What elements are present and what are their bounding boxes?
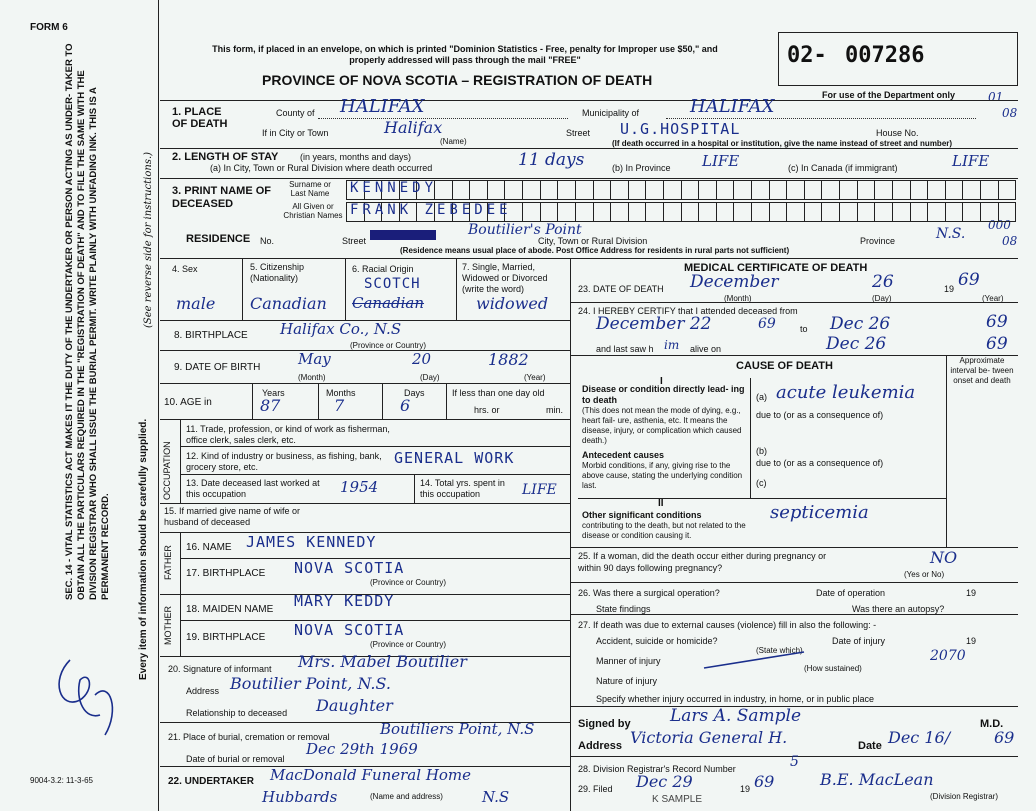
dept-code-c: 000 [988,218,1011,232]
signed-value: Lars A. Sample [670,706,802,726]
rule [160,503,570,504]
city-value: Halifax [384,118,443,137]
citizenship-value: Canadian [250,294,327,313]
statute-text: SEC. 14 - VITAL STATISTICS ACT MAKES IT THE DUTY OF THE UNDERTAKER OR PERSON ACTING AS UNDER- TAKER TO OBTAIN ALL THE PARTICULARS REQUIRED IN THE "REGISTRATION OF DEATH" AND TO FILE THE SAME WITH THE DIVISION REGISTRAR WHO SHALL ISSUE THE BURIAL PERMIT. WRITE PLAINLY WITH UNFADING INK. THIS IS A PERMANENT RECORD. [64,43,111,600]
mother-name-label: 18. MAIDEN NAME [186,604,274,615]
certify-to-value: Dec 26 [830,314,891,334]
pregnancy-label: 25. If a woman, did the death occur either during pregnancy or within 90 days following pregnancy? [578,551,827,573]
lt-day-label: If less than one day old [452,388,545,398]
state-findings-label: State findings [596,604,651,614]
rule [446,383,447,419]
other-label: Other significant conditions [582,510,702,520]
surgery-label: 26. Was there a surgical operation? [578,588,720,598]
certify-from-value: December 22 [596,314,712,334]
residence-city-label: City, Town or Rural Division [538,236,648,246]
dob-month-value: May [298,350,331,368]
municipality-value: HALIFAX [690,96,775,117]
stay-a-value: 11 days [518,150,585,170]
mail-notice: This form, if placed in an envelope, on which is printed "Dominion Statistics - Free, penalty for Improper use $50," and properly addressed will pass through the mail "FREE" [212,44,718,65]
county-value: HALIFAX [340,96,425,117]
dod-day-value: 26 [872,272,894,292]
dob-year-caption: (Year) [524,373,546,382]
informant-address-value: Boutilier Point, N.S. [230,674,391,693]
undertaker-town-value: Hubbards [262,788,338,806]
name-caption: (Name) [440,137,467,146]
surname-value: KENNEDY [350,180,438,196]
stay-sub: (in years, months and days) [300,152,412,162]
industry-label: 12. Kind of industry or business, as fishing, bank, grocery store, etc. [186,451,382,472]
informant-address-label: Address [186,686,220,696]
injury-date-label: Date of injury [832,636,886,646]
instructions-note: (See reverse side for instructions.) [143,151,154,328]
where-label: Specify whether injury occurred in industry, in home, or in public place [596,694,874,704]
name-label: 3. PRINT NAME OF DECEASED [172,185,272,210]
direct-note: (This does not mean the mode of dying, e.g., heart fail- ure, asthenia, etc. It means the disease, injury, or complication which caused death.) [582,406,742,445]
interval-label: Approximate interval be- tween onset and death [950,356,1014,385]
cause-heading: CAUSE OF DEATH [736,360,833,372]
residence-province-label: Province [860,236,896,246]
autopsy-label: Was there an autopsy? [852,604,945,614]
mother-birthplace-label: 19. BIRTHPLACE [186,632,266,643]
registration-number-box [778,32,1018,86]
age-months-value: 7 [334,396,345,415]
rule [180,446,570,447]
rule [570,614,1018,615]
dod-label: 23. DATE OF DEATH [578,284,664,294]
mother-caption: (Province or Country) [370,640,447,649]
total-yrs-value: LIFE [522,482,557,498]
date-label: Date [858,740,882,752]
nature-label: Nature of injury [596,676,658,686]
hrs-label: hrs. or [474,405,500,415]
mother-side-label: MOTHER [163,606,173,645]
stay-c-value: LIFE [952,152,990,170]
spouse-label: 15. If married give name of wife or husband of deceased [164,506,301,527]
alive-label: alive on [690,344,722,354]
father-birthplace-value: NOVA SCOTIA [294,559,405,577]
rule [242,258,243,320]
min-label: min. [546,405,564,415]
supply-note: Every item of information should be carefully supplied. [138,418,149,680]
fill-line [318,118,568,119]
house-label: House No. [876,128,919,138]
sex-value: male [176,294,216,313]
racial-value: SCOTCH [364,276,421,292]
rule [160,383,570,384]
occupation-side-label: OCCUPATION [162,441,172,500]
age-years-label: Years [262,388,285,398]
dod-year-value: 69 [958,270,980,290]
marital-value: widowed [476,294,549,313]
burial-place-value: Boutiliers Point, N.S [380,720,535,738]
racial-label: 6. Racial Origin [352,264,414,274]
given-value: FRANK ZEBEDEE [350,202,512,218]
certify-to-year: 69 [986,312,1008,332]
manner-dash-stroke [700,648,810,674]
dept-code-d: 08 [1002,234,1018,248]
date-year-value: 69 [994,728,1015,747]
age-label: 10. AGE in [164,397,212,408]
residence-province-value: N.S. [936,226,966,242]
rule [345,258,346,320]
burial-place-label: 21. Place of burial, cremation or removal [168,732,330,742]
age-months-label: Months [326,388,356,398]
column-divider [570,258,571,811]
filed-year-value: 69 [754,772,775,791]
registration-number: 007286 [845,43,925,68]
rule [252,383,253,419]
cause-a-value: acute leukemia [776,382,916,403]
mother-birthplace-value: NOVA SCOTIA [294,621,405,639]
rule [414,474,415,503]
medical-heading: MEDICAL CERTIFICATE OF DEATH [684,262,868,274]
street-value: U.G.HOSPITAL [620,120,741,138]
accident-label: Accident, suicide or homicide? [596,636,718,646]
dob-month-caption: (Month) [298,373,326,382]
antecedent-label: Antecedent causes [582,450,665,460]
stay-b-value: LIFE [702,152,740,170]
surgery-date-label: Date of operation [816,588,886,598]
residence-note: (Residence means usual place of abode. Post Office Address for residents in rural parts not sufficient) [400,246,790,255]
rule [180,474,570,475]
manner-label: Manner of injury [596,656,661,666]
rule [160,178,1018,179]
form-number: FORM 6 [30,22,68,33]
dod-month-caption: (Month) [724,294,752,303]
marital-label: 7. Single, Married, Widowed or Divorced (write the word) [462,262,548,294]
mother-name-value: MARY KEDDY [294,592,395,610]
rule [160,100,1018,101]
residence-city-value: Boutilier's Point [468,222,582,238]
md-label: M.D. [980,718,1004,730]
last-worked-label: 13. Date deceased last worked at this occupation [186,478,320,499]
age-days-label: Days [404,388,425,398]
redaction-bar [370,230,436,240]
stay-c-label: (c) In Canada (if immigrant) [788,163,898,173]
registrar-signature: B.E. MacLean [820,770,934,789]
filed-value: Dec 29 [636,772,693,791]
burial-date-value: Dec 29th 1969 [306,740,418,758]
rule [160,419,570,420]
undertaker-province-value: N.S [482,788,510,806]
informant-rel-label: Relationship to deceased [186,708,288,718]
alive-value: Dec 26 [826,334,887,354]
state-which-caption: (State which) [756,646,803,655]
city-label: If in City or Town [262,128,329,138]
how-sustained-caption: (How sustained) [804,664,862,673]
registrar-caption: (Division Registrar) [930,792,999,801]
county-label: County of [276,108,315,118]
undertaker-label: 22. UNDERTAKER [168,776,254,787]
burial-date-label: Date of burial or removal [186,754,285,764]
footer-code: 9004-3.2: 11-3-65 [30,776,94,785]
surname-grid [346,180,1016,200]
due-to-b: due to (or as a consequence of) [756,458,884,468]
margin-initials-signature [40,640,130,750]
rule [160,258,1018,259]
municipality-label: Municipality of [582,108,640,118]
other-note: contributing to the death, but not related to the disease or condition causing it. [582,521,746,540]
dob-label: 9. DATE OF BIRTH [174,362,261,373]
yes-no-caption: (Yes or No) [904,570,945,579]
date-value: Dec 16/ [888,728,951,747]
registrar-record-value: 5 [790,754,799,770]
surgery-year-prefix: 19 [966,588,977,598]
external-causes-label: 27. If death was due to external causes (violence) fill in also the following: - [578,620,877,630]
citizenship-label: 5. Citizenship (Nationality) [250,262,305,283]
rule [180,594,181,656]
dod-year-prefix: 19 [944,284,955,294]
cause-a-marker: (a) [756,392,767,402]
last-saw-label: and last saw h [596,344,654,354]
trade-label: 11. Trade, profession, or kind of work as fisherman, office clerk, sales clerk, etc. [186,424,390,445]
residence-label: RESIDENCE [186,233,251,245]
residence-no-label: No. [260,236,275,246]
father-name-label: 16. NAME [186,542,232,553]
age-years-value: 87 [260,396,281,415]
certify-from-year: 69 [758,316,776,332]
last-worked-value: 1954 [340,478,379,496]
father-birthplace-label: 17. BIRTHPLACE [186,568,266,579]
rule [946,355,947,547]
cause-c-marker: (c) [756,478,767,488]
other-value: septicemia [770,502,869,523]
rule [570,302,1018,303]
birthplace-value: Halifax Co., N.S [280,320,402,338]
address-value: Victoria General H. [630,728,788,747]
rule [578,498,946,499]
sample-stamp: K SAMPLE [652,794,703,805]
hospital-note: (If death occurred in a hospital or institution, give the name instead of street and number) [612,139,953,148]
residence-street-label: Street [342,236,367,246]
dod-day-caption: (Day) [872,294,892,303]
signed-label: Signed by [578,718,631,730]
registration-prefix: 02- [787,43,827,68]
dept-code-a: 01 [988,90,1004,104]
birthplace-caption: (Province or Country) [350,341,427,350]
dept-code-b: 08 [1002,106,1018,120]
birthplace-label: 8. BIRTHPLACE [174,330,248,341]
rule [382,383,383,419]
margin-rule [158,0,159,811]
rule [456,258,457,320]
rule [180,532,181,594]
cause-b-marker: (b) [756,446,767,456]
dod-year-caption: (Year) [982,294,1004,303]
pregnancy-value: NO [930,548,958,567]
stay-b-label: (b) In Province [612,163,671,173]
informant-rel-value: Daughter [316,696,393,715]
fill-line [666,118,976,119]
section-i: I [660,376,663,387]
rule [570,582,1018,583]
street-label: Street [566,128,591,138]
section-ii: II [658,498,664,509]
dob-year-value: 1882 [488,350,529,369]
sex-label: 4. Sex [172,264,198,274]
age-days-value: 6 [400,396,411,415]
racial-struck-value: Canadian [352,294,425,312]
form-title: PROVINCE OF NOVA SCOTIA – REGISTRATION OF DEATH [262,72,653,88]
dob-day-value: 20 [412,350,432,368]
stay-a-label: (a) In City, Town or Rural Division where death occurred [210,163,433,173]
certify-label: 24. I HEREBY CERTIFY that I attended deceased from [578,306,798,316]
undertaker-value: MacDonald Funeral Home [270,766,472,784]
given-label: All Given or Christian Names [283,202,343,220]
place-label: 1. PLACE OF DEATH [172,106,228,130]
address-label: Address [578,740,623,752]
surname-label: Surname or Last Name [289,180,331,198]
dod-month-value: December [690,272,779,292]
industry-value: GENERAL WORK [394,449,515,467]
total-yrs-label: 14. Total yrs. spent in this occupation [420,478,505,499]
alive-year: 69 [986,334,1008,354]
father-name-value: JAMES KENNEDY [246,533,377,551]
father-side-label: FATHER [163,545,173,580]
injury-year-prefix: 19 [966,636,977,646]
rule [750,378,751,498]
manner-value: 2070 [930,648,966,664]
father-caption: (Province or Country) [370,578,447,587]
dob-day-caption: (Day) [420,373,440,382]
direct-label: Disease or condition directly lead- ing to death [582,384,745,405]
rule [160,148,1018,149]
due-to-a: due to (or as a consequence of) [756,410,884,420]
antecedent-note: Morbid conditions, if any, giving rise to the above cause, stating the underlying condition last. [582,461,743,490]
dept-use-label: For use of the Department only [822,90,956,100]
informant-sig-label: 20. Signature of informant [168,664,272,674]
filed-label: 29. Filed [578,784,613,794]
certify-to-label: to [800,324,808,334]
rule [318,383,319,419]
rule [180,419,181,503]
last-saw-value: im [664,338,680,352]
stay-label: 2. LENGTH OF STAY [172,151,279,163]
informant-sig-value: Mrs. Mabel Boutilier [298,652,467,671]
undertaker-caption: (Name and address) [370,792,443,801]
registrar-record-label: 28. Division Registrar's Record Number [578,764,736,774]
filed-year-prefix: 19 [740,784,751,794]
